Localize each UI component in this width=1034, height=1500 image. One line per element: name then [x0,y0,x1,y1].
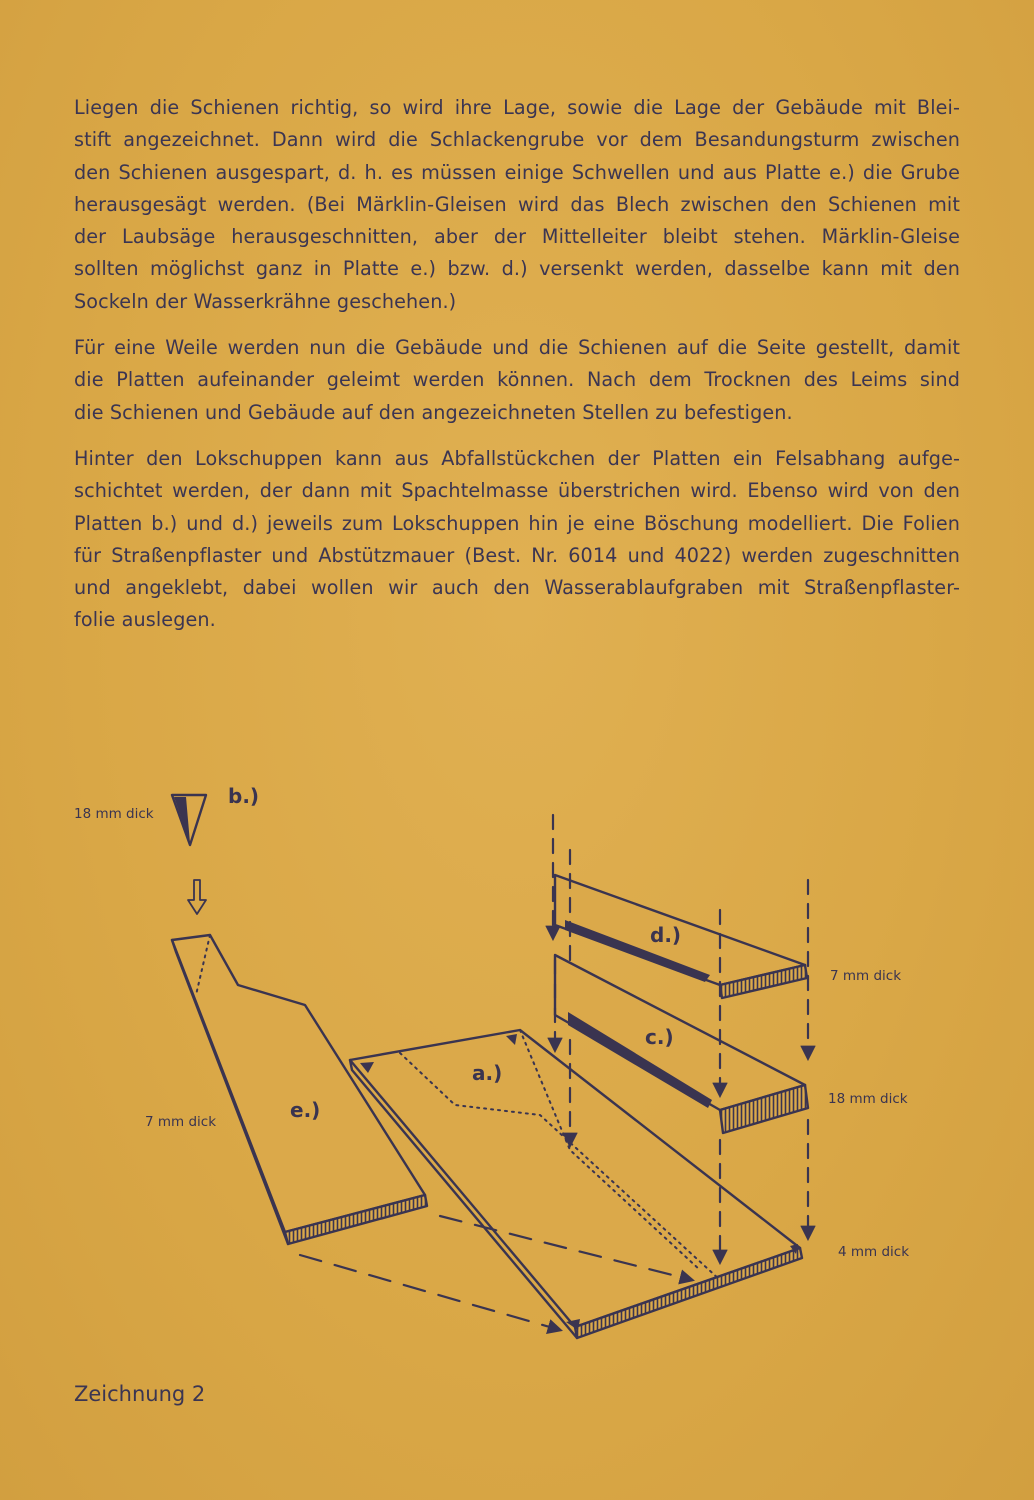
text-line: den Schienen ausgespart, d. h. es müssen einige Schwellen und aus Platte e.) die Grube [74,160,960,184]
text-line: Liegen die Schienen richtig, so wird ihre Lage, sowie die Lage der Gebäude mit Blei- [74,96,960,119]
assembly-drawing [0,760,1034,1380]
text-line: die Platten aufeinander geleimt werden können. Nach dem Trocknen des Leims sind [74,368,960,392]
text-line: stift angezeichnet. Dann wird die Schlackengrube vor dem Besandungsturm zwischen [74,128,960,152]
text-line: und angeklebt, dabei wollen wir auch den Wasserablaufgraben mit Straßenpflaster- [74,576,960,600]
text-line: die Schienen und Gebäude auf den angezeichneten Stellen zu befestigen. [74,400,793,424]
text-line: Für eine Weile werden nun die Gebäude und die Schienen auf die Seite gestellt, damit [74,336,960,360]
label-e-thickness: 7 mm dick [145,1114,217,1130]
text-line: herausgesägt werden. (Bei Märklin-Gleisen wird das Blech zwischen den Schienen mit [74,192,960,216]
text-line: Sockeln der Wasserkrähne geschehen.) [74,289,457,313]
label-c: c.) [645,1025,674,1049]
label-a-thickness: 4 mm dick [838,1244,910,1260]
text-line: für Straßenpflaster und Abstützmauer (Best. Nr. 6014 und 4022) werden zugeschnitten [74,543,960,567]
paragraph-1 [74,92,960,318]
figure-caption: Zeichnung 2 [74,1382,206,1406]
text-line: schichtet werden, der dann mit Spachtelmasse überstrichen wird. Ebenso wird von den [74,479,960,503]
label-c-thickness: 18 mm dick [828,1091,908,1107]
label-a: a.) [472,1061,503,1085]
body-text [74,92,960,651]
label-e: e.) [290,1098,321,1122]
label-b: b.) [228,784,260,808]
text-line: folie auslegen. [74,608,216,632]
text-line: Platten b.) und d.) jeweils zum Lokschuppen hin je eine Böschung modelliert. Die Folien [74,511,960,535]
label-d-thickness: 7 mm dick [830,968,902,984]
label-b-thickness: 18 mm dick [74,806,154,822]
piece-b [172,795,206,914]
text-line: sollten möglichst ganz in Platte e.) bzw. d.) versenkt werden, dasselbe kann mit den [74,257,960,281]
text-line: Hinter den Lokschuppen kann aus Abfallstückchen der Platten ein Felsabhang aufge- [74,446,960,470]
text-line: der Laubsäge herausgeschnitten, aber der Mittelleiter bleibt stehen. Märklin-Gleise [74,225,960,249]
paragraph-3 [74,443,960,637]
label-d: d.) [650,923,682,947]
paragraph-2 [74,332,960,429]
